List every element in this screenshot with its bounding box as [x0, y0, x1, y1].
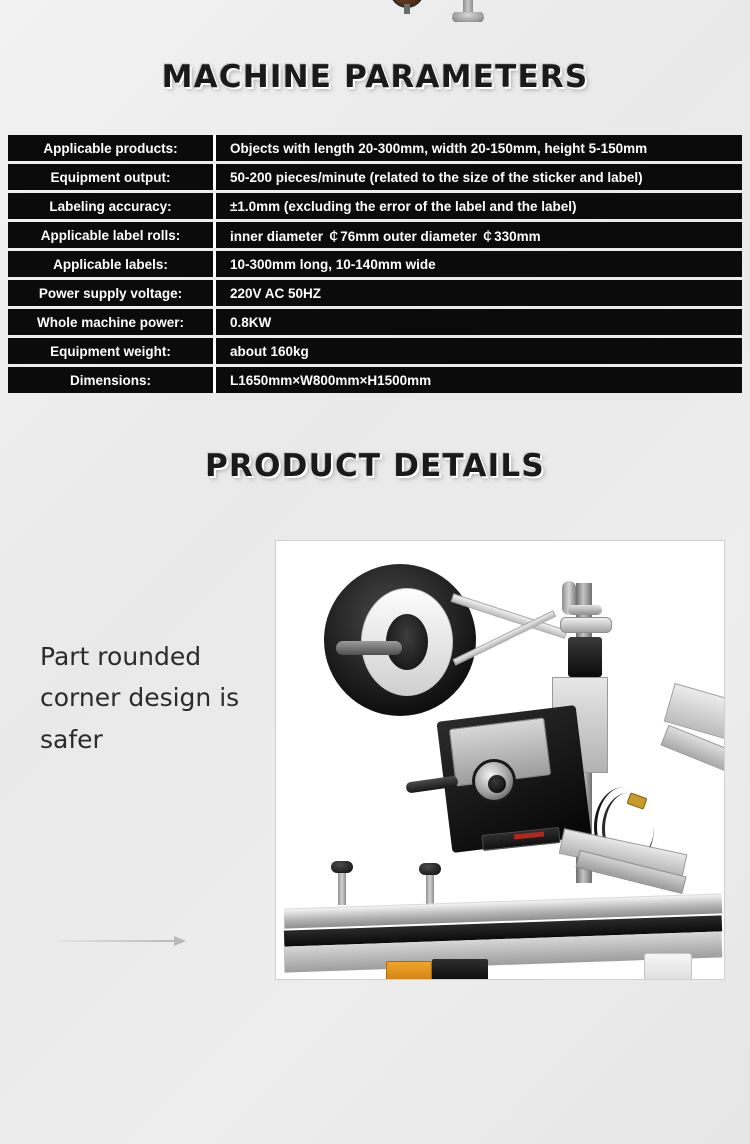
table-row [8, 164, 742, 190]
spec-label: Applicable labels: [8, 251, 216, 277]
table-row [8, 251, 742, 277]
leveling-foot-base [452, 12, 484, 22]
conveyor-guide-knob-2 [419, 863, 441, 875]
table-row [8, 193, 742, 219]
spec-value: inner diameter ￠76mm outer diameter ￠330mm [216, 222, 742, 248]
orange-component [386, 961, 432, 980]
table-row [8, 280, 742, 306]
product-item-on-conveyor [644, 953, 692, 980]
spec-label: Power supply voltage: [8, 280, 216, 306]
height-adjust-handwheel [560, 617, 612, 633]
conveyor-guide-post-2 [426, 873, 434, 907]
machine-parameters-heading: MACHINE PARAMETERS [161, 59, 589, 95]
column-clamp-block [568, 637, 602, 677]
spec-label: Whole machine power: [8, 309, 216, 335]
conveyor-guide-post-1 [338, 871, 346, 905]
column-top-knob [568, 605, 602, 615]
caster-shaft [404, 4, 410, 14]
machine-parameters-table [8, 132, 742, 396]
spec-value: Objects with length 20-300mm, width 20-150mm, height 5-150mm [216, 135, 742, 161]
spec-value: 10-300mm long, 10-140mm wide [216, 251, 742, 277]
product-details-caption: Part rounded corner design is safer [40, 642, 240, 754]
spec-label: Applicable products: [8, 135, 216, 161]
spec-label: Equipment output: [8, 164, 216, 190]
product-details-section [0, 540, 750, 1060]
table-row [8, 309, 742, 335]
spec-value: ±1.0mm (excluding the error of the label and the label) [216, 193, 742, 219]
black-component [432, 959, 488, 980]
arrow-right-icon [58, 936, 193, 946]
spec-label: Applicable label rolls: [8, 222, 216, 248]
spec-label: Dimensions: [8, 367, 216, 393]
spec-value: 220V AC 50HZ [216, 280, 742, 306]
spec-table-container [0, 132, 750, 396]
spec-value: L1650mm×W800mm×H1500mm [216, 367, 742, 393]
spec-label: Labeling accuracy: [8, 193, 216, 219]
spec-value: 0.8KW [216, 309, 742, 335]
spec-value: 50-200 pieces/minute (related to the size of the sticker and label) [216, 164, 742, 190]
top-machine-graphic [0, 0, 750, 32]
applicator-knob [472, 759, 516, 803]
table-row [8, 222, 742, 248]
table-row [8, 135, 742, 161]
table-row [8, 367, 742, 393]
spec-label: Equipment weight: [8, 338, 216, 364]
conveyor-guide-knob-1 [331, 861, 353, 873]
spec-value: about 160kg [216, 338, 742, 364]
product-details-heading: PRODUCT DETAILS [205, 448, 545, 484]
reel-shaft [336, 641, 402, 655]
product-detail-photo [275, 540, 725, 980]
labeling-machine-illustration [276, 541, 724, 979]
table-row [8, 338, 742, 364]
